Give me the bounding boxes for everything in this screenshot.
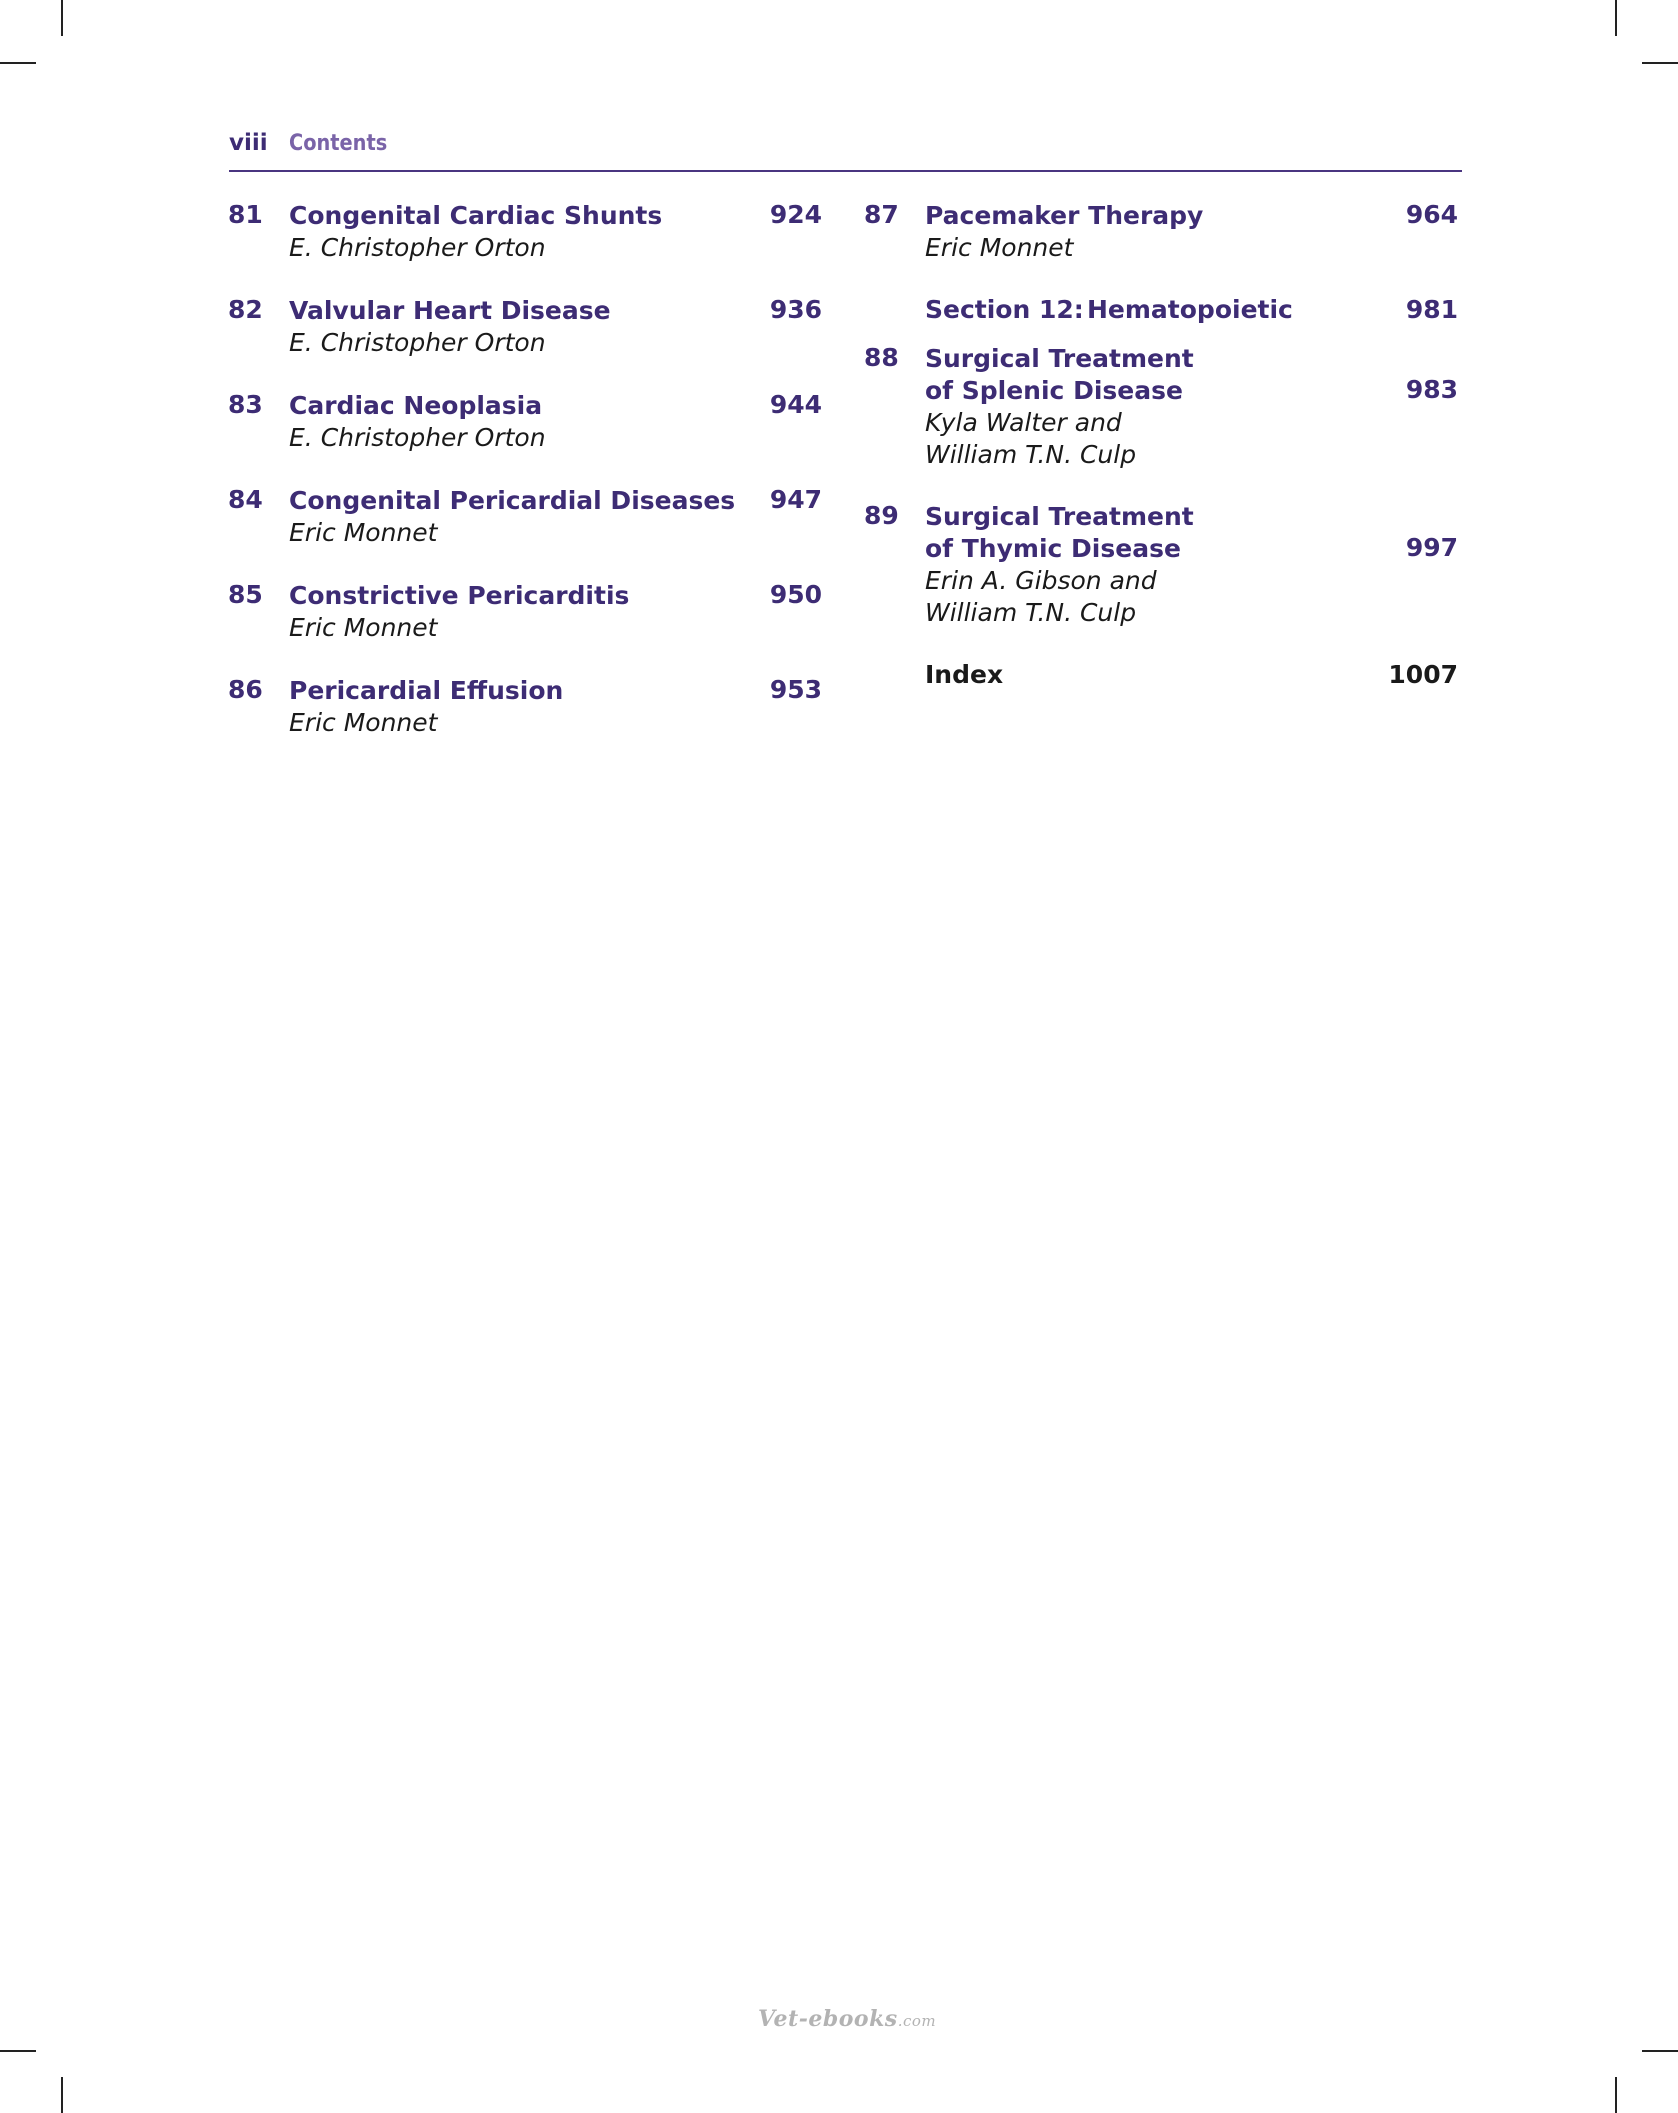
chapter-page: 983: [1405, 375, 1458, 404]
chapter-number: 81: [228, 200, 263, 229]
chapter-title-line1: Surgical Treatment: [925, 344, 1194, 373]
chapter-page: 953: [769, 675, 822, 704]
chapter-author-line1: Kyla Walter and: [925, 408, 1122, 437]
crop-mark-top-left-h: [0, 62, 36, 64]
chapter-number: 85: [228, 580, 263, 609]
chapter-page: 936: [769, 295, 822, 324]
index-page: 1007: [1388, 660, 1458, 689]
running-title: Contents: [289, 131, 388, 156]
crop-mark-top-left: [61, 0, 63, 36]
chapter-page: 950: [769, 580, 822, 609]
chapter-number: 89: [864, 501, 899, 530]
chapter-number: 86: [228, 675, 263, 704]
page-folio: viii: [229, 130, 268, 156]
chapter-author: Eric Monnet: [925, 233, 1074, 262]
chapter-author: Eric Monnet: [289, 708, 438, 737]
chapter-page: 924: [769, 200, 822, 229]
watermark-logo: [758, 2006, 936, 2032]
chapter-title-line1: Surgical Treatment: [925, 502, 1194, 531]
page-header: [229, 126, 1462, 172]
chapter-title: Congenital Pericardial Diseases: [289, 486, 736, 515]
watermark-main: Vet-ebooks: [758, 2006, 898, 2032]
chapter-number: 83: [228, 390, 263, 419]
chapter-title: Pericardial Effusion: [289, 676, 564, 705]
chapter-title: Valvular Heart Disease: [289, 296, 611, 325]
chapter-page: 944: [769, 390, 822, 419]
chapter-author: E. Christopher Orton: [289, 423, 546, 452]
crop-mark-bottom-right-h: [1642, 2050, 1678, 2052]
section-label: Section 12:: [925, 295, 1084, 324]
chapter-author-line1: Erin A. Gibson and: [925, 566, 1157, 595]
chapter-page: 947: [769, 485, 822, 514]
chapter-page: 997: [1405, 533, 1458, 562]
chapter-author: E. Christopher Orton: [289, 233, 546, 262]
crop-mark-top-right-h: [1642, 62, 1678, 64]
chapter-number: 84: [228, 485, 263, 514]
crop-mark-bottom-left-h: [0, 2050, 36, 2052]
crop-mark-bottom-left: [61, 2077, 63, 2113]
crop-mark-top-right: [1615, 0, 1617, 36]
chapter-title-line2: of Splenic Disease: [925, 376, 1183, 405]
chapter-title: Cardiac Neoplasia: [289, 391, 543, 420]
crop-mark-bottom-right: [1615, 2077, 1617, 2113]
chapter-author: Eric Monnet: [289, 613, 438, 642]
chapter-author: Eric Monnet: [289, 518, 438, 547]
chapter-page: 964: [1405, 200, 1458, 229]
chapter-number: 87: [864, 200, 899, 229]
chapter-author-line2: William T.N. Culp: [925, 440, 1137, 469]
chapter-title-line2: of Thymic Disease: [925, 534, 1181, 563]
chapter-title: Constrictive Pericarditis: [289, 581, 630, 610]
watermark-suffix: .com: [897, 2012, 937, 2030]
section-name: Hematopoietic: [1087, 295, 1293, 324]
chapter-title: Congenital Cardiac Shunts: [289, 201, 663, 230]
chapter-number: 88: [864, 343, 899, 372]
chapter-author: E. Christopher Orton: [289, 328, 546, 357]
chapter-title: Pacemaker Therapy: [925, 201, 1204, 230]
index-label: Index: [925, 660, 1004, 689]
chapter-number: 82: [228, 295, 263, 324]
section-page: 981: [1405, 295, 1458, 324]
chapter-author-line2: William T.N. Culp: [925, 598, 1137, 627]
